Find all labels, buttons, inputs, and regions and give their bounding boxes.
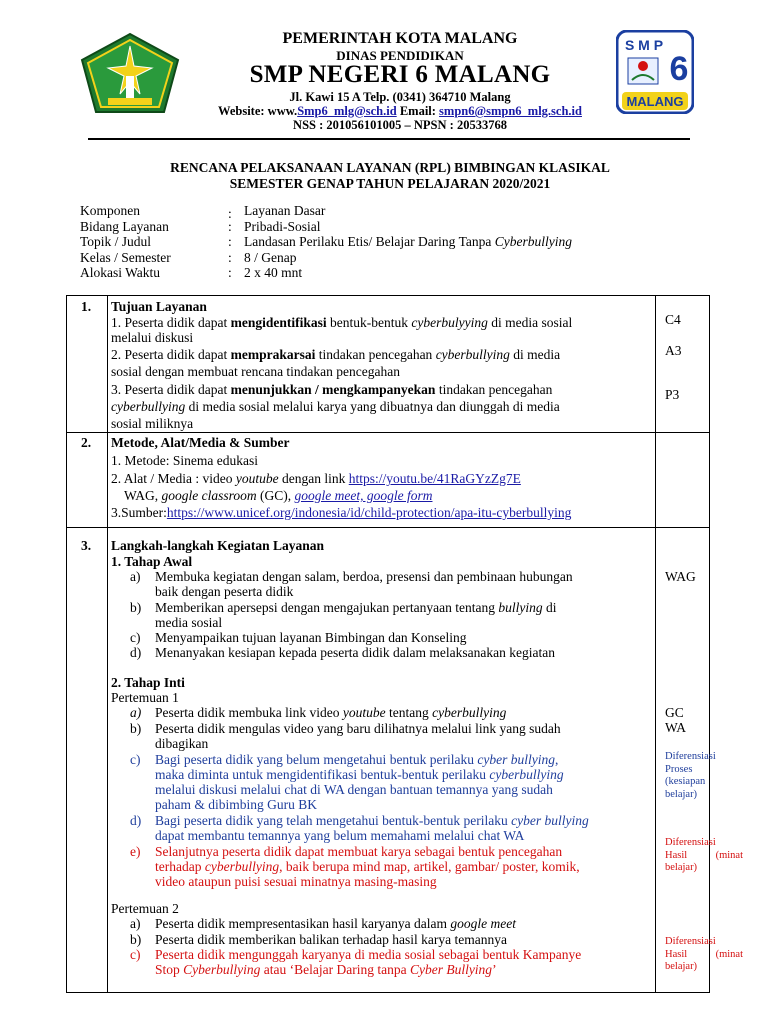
differentiation-note: Diferensiasi Hasil (minat belajar) [665,936,743,972]
domain-code: C4 [665,312,681,327]
youtube-link[interactable]: https://youtu.be/41RaGYzZg7E [348,471,521,486]
header-contact: Website: www.Smp6_mlg@sch.id Email: smpn6@smpn6_mlg.sch.id [218,104,582,118]
website-link[interactable]: Smp6_mlg@sch.id [297,104,397,118]
domain-code: A3 [665,343,682,358]
header-divider [88,138,690,140]
header-nss: NSS : 201056101005 – NPSN : 20533768 [293,118,507,132]
document-subtitle: SEMESTER GENAP TAHUN PELAJARAN 2020/2021 [229,176,551,191]
document-page: PEMERINTAH KOTA MALANG DINAS PENDIDIKAN SMP NEGERI 6 MALANG Jl. Kawi 15 A Telp. (0341) 364710 Malang Website: www.Smp6_mlg@sch.id Email: smpn6@smpn6_mlg.sch.id NSS : 201056101005 – NPSN : 20533768 S M P 6 MALANG RENCANA PELAKSANAAN LAYANAN (RPL) BIMBINGAN KLASIKAL SEMESTER GENAP TAHUN PELAJARAN 2020/2021 Komponen : Layanan Dasar Bidang Layanan : Pribadi-Sosial Topik / Judul : Landasan Perilaku Etis/ Belajar Daring Tanpa Cyberbullying Kelas / Semester : 8 / Genap Alokasi Waktu : 2 x 40 mnt 1. Tujuan Layanan 1. Peserta didik dapat mengidentifikasi bentuk-bentuk cyberbulyying di media sosial melalui diskusi 2. Peserta didik dapat memprakarsai tindakan pencegahan cyberbullying di media sosial dengan membuat rencana tindakan pencegahan 3. Peserta didik dapat menunjukkan / mengkampanyekan tindakan pencegahan cyberbullying di media sosial melalui karya yang dibuatnya dan diunggah di media sosial miliknya C4 A3 P3 2. Metode, Alat/Media & Sumber 1. Metode: Sinema edukasi 2. Alat / Media : video youtube dengan link https://youtu.be/41RaGYzZg7E WAG, google classroom (GC), google meet, google form 3.Sumber:https://www.unicef.org/indonesia/id/child-protection/apa-itu-cyberbullying 3. Langkah-langkah Kegiatan Layanan 1. Tahap Awal a) Membuka kegiatan dengan salam, berdoa, presensi dan pembinaan hubungan baik dengan peserta didik b) Memberikan apersepsi dengan mengajukan pertanyaan tentang bullying di media sosial c) Menyampaikan tujuan layanan Bimbingan dan Konseling d) Menanyakan kesiapan kepada peserta didik dalam melaksanakan kegiatan WAG 2. Tahap Inti Pertemuan 1 a) Peserta didik membuka link video youtube tentang cyberbullying b) Peserta didik mengulas video yang baru dilihatnya melalui link yang sudah dibagikan c) Bagi peserta didik yang belum mengetahui bentuk perilaku cyber bullying, maka diminta untuk mengidentifikasi bentuk-bentuk perilaku cyberbullying melalui diskusi melalui chat di WA dengan bantuan temannya yang sudah paham & dibimbing Guru BK d) Bagi peserta didik yang telah mengetahui bentuk-bentuk perilaku cyber bullying dapat membantu temannya yang belum memahami melalui chat WA e) Selanjutnya peserta didik dapat membuat karya sebagai bentuk pencegahan terhadap cyberbullying, baik berupa mind map, artikel, gambar/ poster, komik, video ataupun puisi sesuai minatnya masing-masing GC WA Diferensiasi Proses (kesiapan belajar) Diferensiasi Hasil (minat belajar) Pertemuan 2 a) Peserta didik mempresentasikan hasil karyanya dalam google meet b) Peserta didik memberikan balikan terhadap hasil karya temannya c) Peserta didik mengunggah karyanya di media sosial sebagai bentuk Kampanye Stop Cyberbullying atau ‘Belajar Daring tanpa Cyber Bullying’ Diferensiasi Hasil (minat belajar) [0,0,768,1024]
logo-smp-text: S M P [624,37,664,53]
section-number: 1. [81,299,92,314]
table-row-divider [67,432,709,433]
unicef-link[interactable]: https://www.unicef.org/indonesia/id/child-protection/apa-itu-cyberbullying [166,505,572,520]
table-col-divider [107,296,108,992]
email-link[interactable]: smpn6@smpn6_mlg.sch.id [439,104,582,118]
header-address: Jl. Kawi 15 A Telp. (0341) 364710 Malang [289,90,511,104]
media-code: WAG [665,569,696,584]
header-department: DINAS PENDIDIKAN [336,48,464,63]
differentiation-note: Diferensiasi Proses (kesiapan belajar) [665,751,716,800]
domain-code: P3 [665,387,680,402]
table-col-divider [655,296,656,992]
header-school-name: SMP NEGERI 6 MALANG [249,61,551,88]
kota-malang-emblem-icon [78,32,182,114]
table-row-divider [67,527,709,528]
stage-title: 1. Tahap Awal [111,554,193,569]
meeting-label: Pertemuan 1 [111,690,179,705]
section-title: Tujuan Layanan [111,299,207,314]
document-title: RENCANA PELAKSANAAN LAYANAN (RPL) BIMBINGAN KLASIKAL [170,160,610,175]
media-code: WA [665,720,686,735]
section-number: 2. [81,435,92,450]
logo-city: MALANG [626,94,684,109]
objective-3: 3. Peserta didik dapat menunjukkan / mengkampanyekan tindakan pencegahan [111,382,553,397]
section-title: Langkah-langkah Kegiatan Layanan [111,538,325,553]
logo-number: 6 [669,50,689,88]
section-title: Metode, Alat/Media & Sumber [111,435,290,450]
objective-2: 2. Peserta didik dapat memprakarsai tindakan pencegahan cyberbullying di media [111,347,561,362]
objective-1: 1. Peserta didik dapat mengidentifikasi bentuk-bentuk cyberbulyying di media sosial [111,315,573,330]
stage-title: 2. Tahap Inti [111,675,185,690]
rpl-table: 1. Tujuan Layanan 1. Peserta didik dapat mengidentifikasi bentuk-bentuk cyberbulyying di media sosial melalui diskusi 2. Peserta didik dapat memprakarsai tindakan pencegahan cyberbullying di media sosial dengan membuat rencana tindakan pencegahan 3. Peserta didik dapat menunjukkan / mengkampanyekan tindakan pencegahan cyberbullying di media sosial melalui karya yang dibuatnya dan diunggah di media sosial miliknya C4 A3 P3 2. Metode, Alat/Media & Sumber 1. Metode: Sinema edukasi 2. Alat / Media : video youtube dengan link https://youtu.be/41RaGYzZg7E WAG, google classroom (GC), google meet, google form 3.Sumber:https://www.unicef.org/indonesia/id/child-protection/apa-itu-cyberbullying 3. Langkah-langkah Kegiatan Layanan 1. Tahap Awal a) Membuka kegiatan dengan salam, berdoa, presensi dan pembinaan hubungan baik dengan peserta didik b) Memberikan apersepsi dengan mengajukan pertanyaan tentang bullying di media sosial c) Menyampaikan tujuan layanan Bimbingan dan Konseling d) Menanyakan kesiapan kepada peserta didik dalam melaksanakan kegiatan WAG 2. Tahap Inti Pertemuan 1 a) Peserta didik membuka link video youtube tentang cyberbullying b) Peserta didik mengulas video yang baru dilihatnya melalui link yang sudah dibagikan c) Bagi peserta didik yang belum mengetahui bentuk perilaku cyber bullying, maka diminta untuk mengidentifikasi bentuk-bentuk perilaku cyberbullying melalui diskusi melalui chat di WA dengan bantuan temannya yang sudah paham & dibimbing Guru BK d) Bagi peserta didik yang telah mengetahui bentuk-bentuk perilaku cyber bullying dapat membantu temannya yang belum memahami melalui chat WA e) Selanjutnya peserta didik dapat membuat karya sebagai bentuk pencegahan terhadap cyberbullying, baik berupa mind map, artikel, gambar/ poster, komik, video ataupun puisi sesuai minatnya masing-masing GC WA Diferensiasi Proses (kesiapan belajar) Diferensiasi Hasil (minat belajar) Pertemuan 2 a) Peserta didik mempresentasikan hasil karyanya dalam google meet b) Peserta didik memberikan balikan terhadap hasil karya temannya c) Peserta didik mengunggah karyanya di media sosial sebagai bentuk Kampanye Stop Cyberbullying atau ‘Belajar Daring tanpa Cyber Bullying’ Diferensiasi Hasil (minat belajar) [66,295,710,993]
section-number: 3. [81,538,92,553]
differentiation-note: Diferensiasi Hasil (minat belajar) [665,837,743,873]
google-tools-link[interactable]: google meet, google form [294,488,433,503]
meeting-label: Pertemuan 2 [111,901,179,916]
header-government: PEMERINTAH KOTA MALANG [282,30,518,47]
media-code: GC [665,705,684,720]
smp6-logo-icon [616,30,694,114]
